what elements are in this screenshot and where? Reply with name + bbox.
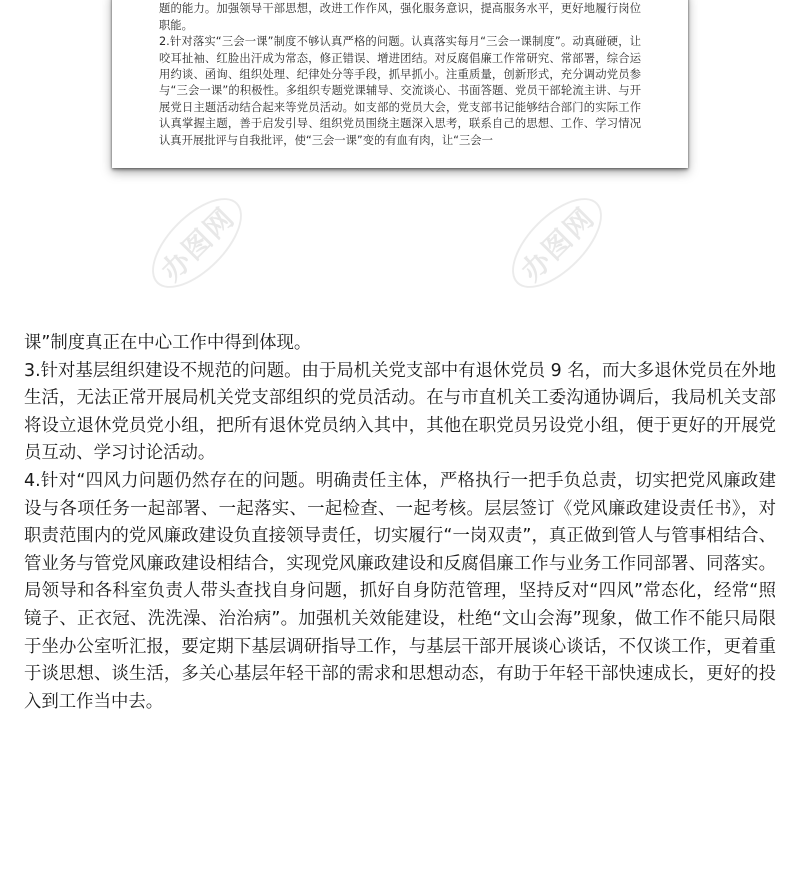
document-preview-card (112, 0, 688, 168)
body-paragraph: 课”制度真正在中心工作中得到体现。 (24, 333, 312, 353)
preview-paragraph: 题的能力。加强领导干部思想，改进工作作风，强化服务意识，提高服务水平，更好地履行岗位职能。 (159, 2, 641, 32)
body-paragraph: 4.针对“四风力问题仍然存在的问题。明确责任主体，严格执行一把手负总责，切实把党风廉政建设与各项任务一起部署、一起落实、一起检查、一起考核。层层签订《党风廉政建设责任书》，对职责范围内的党风廉政建设负直接领导责任，切实履行“一岗双责”，真正做到管人与管事相结合、管业务与管党风廉政建设相结合，实现党风廉政建设和反腐倡廉工作与业务工作同部署、同落实。局领导和各科室负责人带头查找自身问题，抓好自身防范管理，坚持反对“四风”常态化，经常“照镜子、正衣冠、洗洗澡、治治病”。加强机关效能建设，杜绝“文山会海”现象，做工作不能只局限于坐办公室听汇报，要定期下基层调研指导工作，与基层干部开展谈心谈话，不仅谈工作，更着重于谈思想、谈生活，多关心基层年轻干部的需求和思想动态，有助于年轻干部快速成长，更好的投入到工作当中去。 (24, 470, 776, 712)
watermark: 办图网 (497, 183, 617, 303)
preview-text (159, 0, 641, 149)
preview-paragraph: 2.针对落实“三会一课”制度不够认真严格的问题。认真落实每月“三会一课制度”。动真碰硬，让咬耳扯袖、红脸出汗成为常态，修正错误、增进团结。对反腐倡廉工作常研究、常部署，综合运用约谈、函询、组织处理、纪律处分等手段，抓早抓小。注重质量，创新形式，充分调动党员参与“三会一课”的积极性。多组织专题党课辅导、交流谈心、书面答题、党员干部轮流主讲、与开展党日主题活动结合起来等党员活动。如支部的党员大会，党支部书记能够结合部门的实际工作认真掌握主题，善于启发引导、组织党员围绕主题深入思考，联系自己的思想、工作、学习情况认真开展批评与自我批评，使“三会一课”变的有血有肉，让“三会一 (159, 35, 641, 147)
body-paragraph: 3.针对基层组织建设不规范的问题。由于局机关党支部中有退休党员 9 名，而大多退休党员在外地生活，无法正常开展局机关党支部组织的党员活动。在与市直机关工委沟通协调后，我局机关支部将设立退休党员党小组，把所有退休党员纳入其中，其他在职党员另设党小组，便于更好的开展党员互动、学习讨论活动。 (24, 360, 776, 464)
document-body (24, 330, 776, 716)
watermark: 办图网 (137, 183, 257, 303)
